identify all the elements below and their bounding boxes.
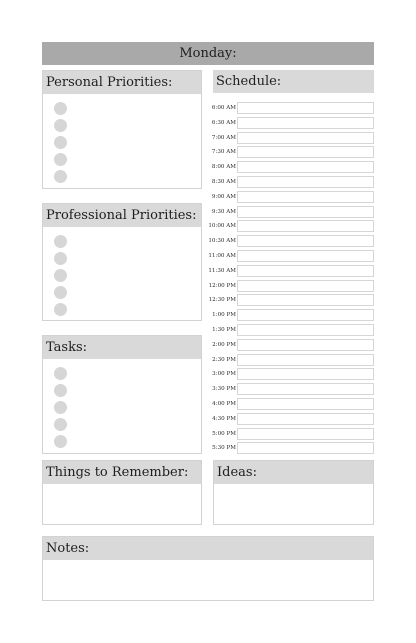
slot-time-label: 2:00 PM [212,341,236,348]
slot-entry-field[interactable] [237,235,374,247]
slot-entry-field[interactable] [237,132,374,144]
slot-entry-field[interactable] [237,442,374,454]
slot-entry-field[interactable] [237,413,374,425]
tasks-heading: Tasks: [43,336,201,359]
slot-time-label: 7:30 AM [211,149,236,156]
slot-time-label: 6:30 AM [211,119,236,126]
schedule-slots [205,101,375,456]
slot-time-label: 10:30 AM [208,238,236,245]
bullet-circle[interactable] [54,401,67,414]
personal-priorities-list [54,102,67,187]
bullet-circle[interactable] [54,303,67,316]
schedule-slot [205,338,375,353]
schedule-slot [205,308,375,323]
bullet-circle[interactable] [54,136,67,149]
slot-entry-field[interactable] [237,191,374,203]
professional-priorities-heading: Professional Priorities: [43,204,201,227]
schedule-slot [205,441,375,456]
schedule-slot [205,219,375,234]
bullet-circle[interactable] [54,384,67,397]
slot-entry-field[interactable] [237,428,374,440]
slot-entry-field[interactable] [237,324,374,336]
slot-entry-field[interactable] [237,161,374,173]
slot-time-label: 5:30 PM [212,445,236,452]
slot-entry-field[interactable] [237,146,374,158]
things-to-remember-section[interactable] [42,460,202,525]
slot-entry-field[interactable] [237,398,374,410]
personal-priorities-section [42,70,202,189]
slot-entry-field[interactable] [237,309,374,321]
ideas-section[interactable] [213,460,374,525]
slot-time-label: 8:00 AM [211,164,236,171]
schedule-slot [205,116,375,131]
professional-priorities-list [54,235,67,320]
slot-entry-field[interactable] [237,383,374,395]
slot-time-label: 3:00 PM [212,371,236,378]
slot-entry-field[interactable] [237,176,374,188]
schedule-slot [205,367,375,382]
schedule-slot [205,427,375,442]
slot-entry-field[interactable] [237,206,374,218]
schedule-slot [205,412,375,427]
schedule-slot [205,131,375,146]
slot-time-label: 10:00 AM [208,223,236,230]
slot-entry-field[interactable] [237,280,374,292]
schedule-slot [205,175,375,190]
notes-section[interactable] [42,536,374,601]
slot-time-label: 4:00 PM [212,400,236,407]
bullet-circle[interactable] [54,418,67,431]
tasks-list [54,367,67,452]
slot-time-label: 12:00 PM [208,282,236,289]
slot-time-label: 2:30 PM [212,356,236,363]
personal-priorities-heading: Personal Priorities: [43,71,201,94]
things-to-remember-heading: Things to Remember: [43,461,201,484]
schedule-slot [205,160,375,175]
slot-time-label: 1:30 PM [212,326,236,333]
slot-time-label: 7:00 AM [211,134,236,141]
slot-entry-field[interactable] [237,294,374,306]
slot-time-label: 4:30 PM [212,415,236,422]
slot-time-label: 8:30 AM [211,178,236,185]
schedule-slot [205,353,375,368]
schedule-heading: Schedule: [213,70,374,93]
slot-entry-field[interactable] [237,265,374,277]
professional-priorities-section [42,203,202,321]
notes-heading: Notes: [43,537,373,560]
bullet-circle[interactable] [54,170,67,183]
schedule-slot [205,279,375,294]
bullet-circle[interactable] [54,252,67,265]
slot-time-label: 11:30 AM [208,267,236,274]
bullet-circle[interactable] [54,153,67,166]
slot-time-label: 3:30 PM [212,386,236,393]
schedule-slot [205,293,375,308]
bullet-circle[interactable] [54,119,67,132]
slot-time-label: 1:00 PM [212,312,236,319]
slot-time-label: 11:00 AM [208,252,236,259]
bullet-circle[interactable] [54,269,67,282]
schedule-slot [205,190,375,205]
schedule-slot [205,264,375,279]
slot-entry-field[interactable] [237,250,374,262]
schedule-slot [205,382,375,397]
slot-time-label: 12:30 PM [208,297,236,304]
schedule-slot [205,249,375,264]
slot-time-label: 5:00 PM [212,430,236,437]
slot-time-label: 9:30 AM [211,208,236,215]
slot-entry-field[interactable] [237,117,374,129]
schedule-slot [205,234,375,249]
slot-time-label: 9:00 AM [211,193,236,200]
slot-entry-field[interactable] [237,354,374,366]
slot-time-label: 6:00 AM [211,105,236,111]
ideas-heading: Ideas: [214,461,373,484]
schedule-slot [205,101,375,116]
bullet-circle[interactable] [54,286,67,299]
schedule-slot [205,205,375,220]
schedule-slot [205,397,375,412]
schedule-slot [205,323,375,338]
slot-entry-field[interactable] [237,368,374,380]
schedule-slot [205,145,375,160]
bullet-circle[interactable] [54,435,67,448]
slot-entry-field[interactable] [237,220,374,232]
tasks-section [42,335,202,454]
bullet-circle[interactable] [54,102,67,115]
bullet-circle[interactable] [54,367,67,380]
bullet-circle[interactable] [54,235,67,248]
slot-entry-field[interactable] [237,339,374,351]
page-title: Monday: [42,42,374,65]
slot-entry-field[interactable] [237,102,374,114]
